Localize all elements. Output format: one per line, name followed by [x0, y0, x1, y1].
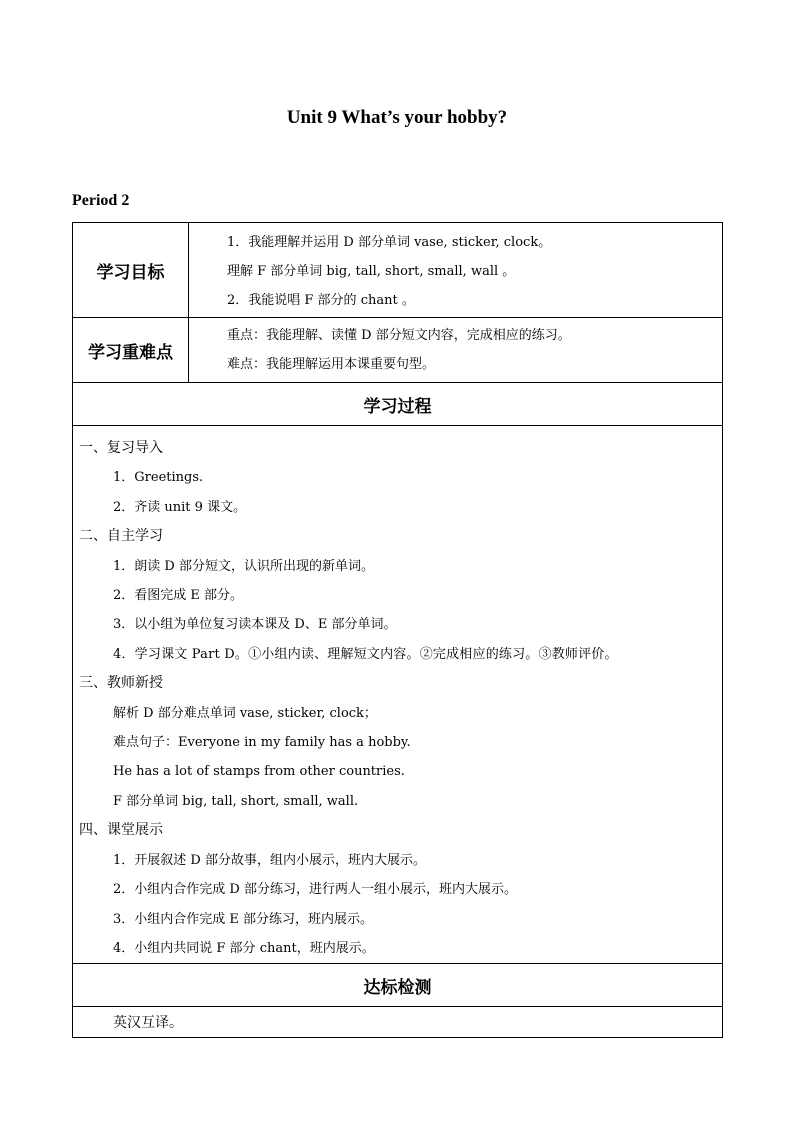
- key-points-label: 学习重难点: [73, 318, 189, 383]
- objectives-label: 学习目标: [73, 223, 189, 318]
- key-points-content: [189, 318, 723, 383]
- process-row: [73, 426, 723, 964]
- objective-line: 1．我能理解并运用 D 部分单词 vase, sticker, clock。: [227, 235, 552, 250]
- list-item: 2．看图完成 E 部分。: [113, 588, 244, 604]
- objectives-row: [73, 223, 723, 318]
- list-item: 难点句子：Everyone in my family has a hobby.: [113, 735, 411, 751]
- lesson-plan-table: [72, 222, 723, 1038]
- page-title: Unit 9 What’s your hobby?: [286, 107, 508, 128]
- process-header-row: [73, 383, 723, 426]
- list-item: 2．齐读 unit 9 课文。: [113, 499, 247, 515]
- key-point-line: 重点：我能理解、读懂 D 部分短文内容，完成相应的练习。: [227, 328, 571, 343]
- list-item: 1．Greetings.: [113, 470, 204, 486]
- process-content: [73, 426, 723, 964]
- list-item: 1．朗读 D 部分短文，认识所出现的新单词。: [113, 558, 374, 574]
- list-item: 解析 D 部分难点单词 vase, sticker, clock；: [113, 705, 377, 721]
- section-heading: 一、复习导入: [79, 440, 163, 456]
- process-header: 学习过程: [73, 383, 723, 426]
- key-point-line: 难点：我能理解运用本课重要句型。: [227, 357, 436, 372]
- section-heading: 二、自主学习: [79, 528, 163, 545]
- list-item: 4．学习课文 Part D。①小组内读、理解短文内容。②完成相应的练习。③教师评价。: [113, 646, 618, 662]
- list-item: 1．开展叙述 D 部分故事，组内小展示，班内大展示。: [113, 852, 426, 868]
- period-label: Period 2: [72, 192, 130, 209]
- list-item: 3．小组内合作完成 E 部分练习，班内展示。: [113, 911, 374, 927]
- list-item: He has a lot of stamps from other countries.: [113, 764, 405, 780]
- test-header-row: [73, 964, 723, 1007]
- test-header: 达标检测: [73, 964, 723, 1007]
- section-heading: 三、教师新授: [79, 675, 163, 692]
- list-item: 4．小组内共同说 F 部分 chant，班内展示。: [113, 940, 375, 956]
- list-item: F 部分单词 big, tall, short, small, wall.: [113, 793, 359, 809]
- list-item: 3．以小组为单位复习读本课及 D、E 部分单词。: [113, 617, 397, 633]
- test-content: 英汉互译。: [73, 1007, 723, 1038]
- objectives-content: [189, 223, 723, 318]
- objective-line: 2．我能说唱 F 部分的 chant 。: [227, 293, 415, 308]
- objective-line: 理解 F 部分单词 big, tall, short, small, wall 。: [227, 264, 516, 279]
- list-item: 2．小组内合作完成 D 部分练习，进行两人一组小展示，班内大展示。: [113, 882, 517, 898]
- section-heading: 四、课堂展示: [79, 822, 163, 839]
- key-points-row: [73, 318, 723, 383]
- test-row: [73, 1007, 723, 1038]
